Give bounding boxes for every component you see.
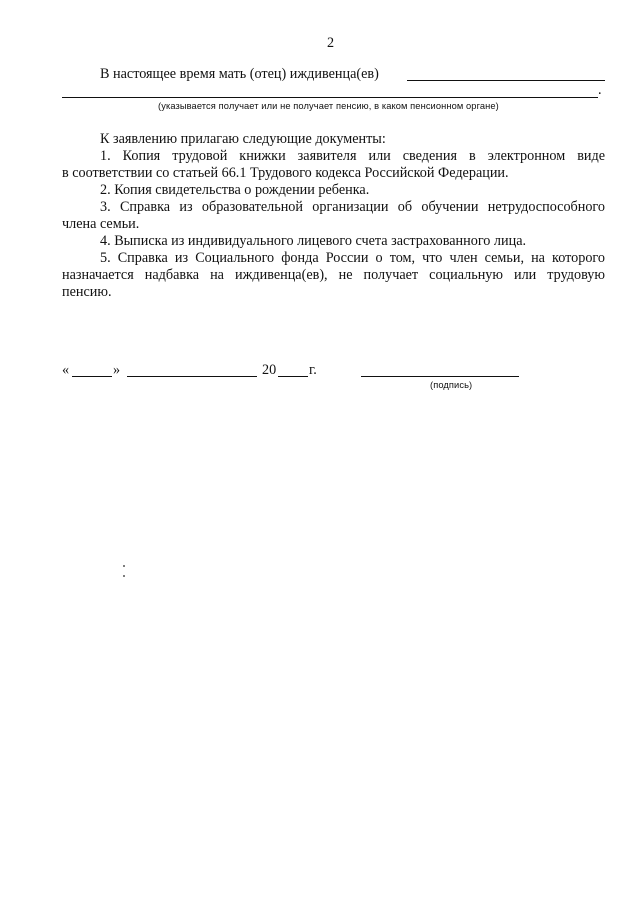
doc-item-5-line-2: назначается надбавка на иждивенца(ев), не получает социальную или трудовую — [62, 267, 605, 283]
page-number: 2 — [327, 35, 335, 51]
signature-line — [361, 376, 519, 377]
dependent-fill-line-2 — [62, 97, 598, 98]
scan-speck — [123, 565, 125, 567]
date-year-suffix: г. — [309, 362, 317, 378]
doc-item-3-line-2: члена семьи. — [62, 216, 140, 232]
trailing-dot: . — [598, 82, 602, 98]
date-month-line — [127, 376, 257, 377]
date-year-line — [278, 376, 308, 377]
date-year-prefix: 20 — [262, 362, 277, 378]
dependent-label: В настоящее время мать (отец) иждивенца(ев) — [100, 66, 379, 82]
dependent-note: (указывается получает или не получает пенсию, в каком пенсионном органе) — [158, 101, 499, 111]
date-quote-open: « — [62, 362, 70, 378]
doc-item-4: 4. Выписка из индивидуального лицевого счета застрахованного лица. — [100, 233, 527, 249]
documents-intro: К заявлению прилагаю следующие документы: — [100, 131, 386, 147]
scan-speck — [123, 575, 125, 577]
signature-caption: (подпись) — [430, 380, 473, 390]
doc-item-1-line-1: 1. Копия трудовой книжки заявителя или сведения в электронном виде — [100, 148, 605, 164]
date-quote-close: » — [113, 362, 121, 378]
doc-item-1-line-2: в соответствии со статьей 66.1 Трудового кодекса Российской Федерации. — [62, 165, 509, 181]
date-day-line — [72, 376, 112, 377]
doc-item-3-line-1: 3. Справка из образовательной организации об обучении нетрудоспособного — [100, 199, 605, 215]
doc-item-5-line-3: пенсию. — [62, 284, 112, 300]
doc-item-5-line-1: 5. Справка из Социального фонда России о том, что член семьи, на которого — [100, 250, 605, 266]
doc-item-2: 2. Копия свидетельства о рождении ребенка. — [100, 182, 370, 198]
dependent-fill-line-1 — [407, 80, 605, 81]
